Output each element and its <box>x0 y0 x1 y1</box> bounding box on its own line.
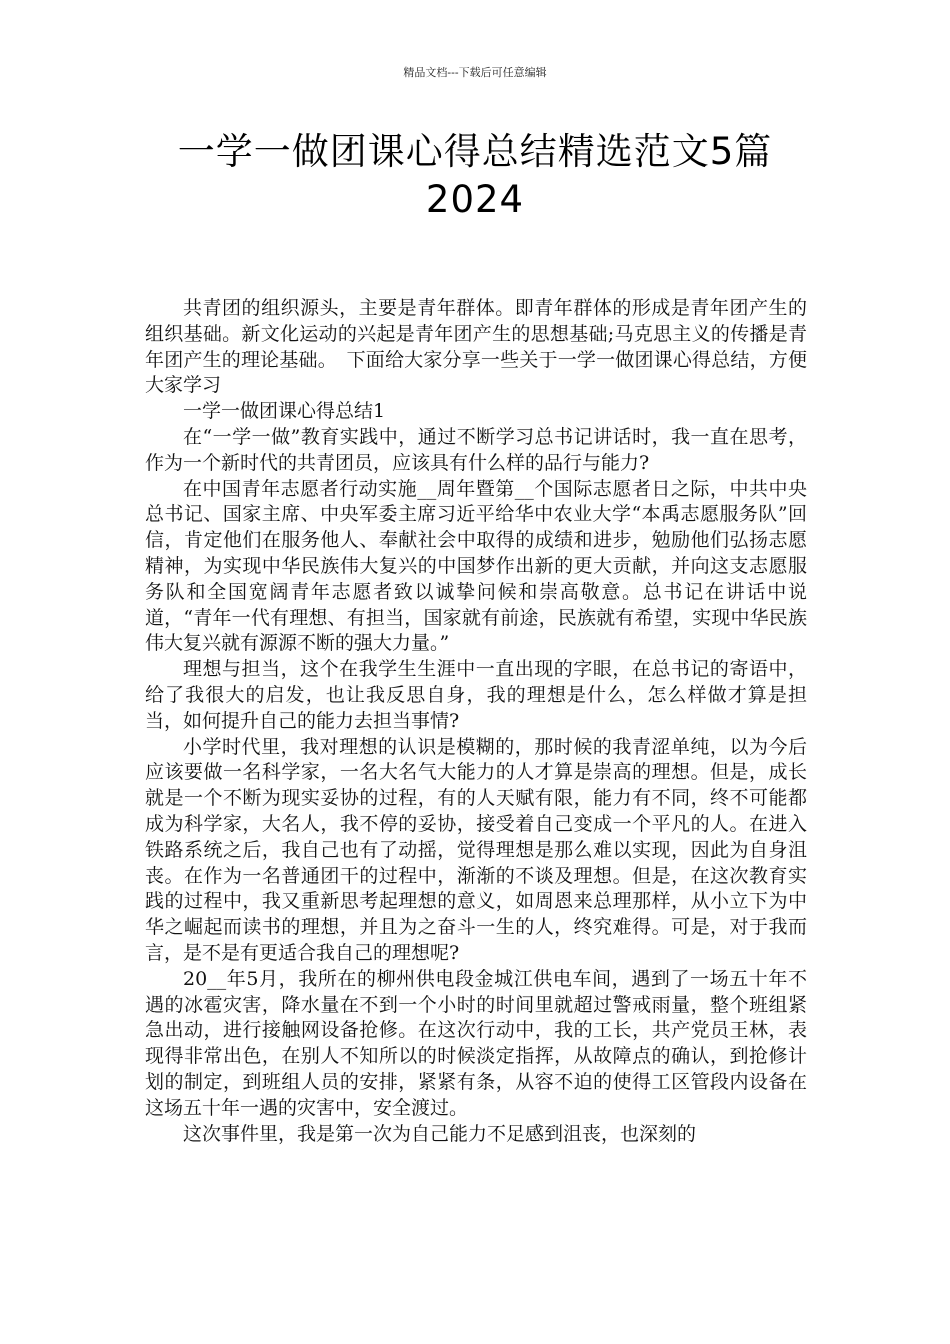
body-paragraph: 20__年5月，我所在的柳州供电段金城江供电车间，遇到了一场五十年不遇的冰雹灾害，降水量在不到一个小时的时间里就超过警戒雨量，整个班组紧急出动，进行接触网设备抢修。在这次行动中，我的工长，共产党员王林，表现得非常出色，在别人不知所以的时候淡定指挥，从故障点的确认，到抢修计划的制定，到班组人员的安排，紧紧有条，从容不迫的使得工区管段内设备在这场五十年一遇的灾害中，安全渡过。 <box>145 967 807 1119</box>
body-paragraph: 理想与担当，这个在我学生生涯中一直出现的字眼，在总书记的寄语中，给了我很大的启发，也让我反思自身，我的理想是什么，怎么样做才算是担当，如何提升自己的能力去担当事情? <box>145 658 807 732</box>
section-heading: 一学一做团课心得总结1 <box>183 400 386 423</box>
body-paragraph: 在中国青年志愿者行动实施__周年暨第__个国际志愿者日之际，中共中央总书记、国家主席、中央军委主席习近平给华中农业大学“本禹志愿服务队”回信，肯定他们在服务他人、奉献社会中取得的成绩和进步，勉励他们弘扬志愿精神，为实现中华民族伟大复兴的中国梦作出新的更大贡献，并向这支志愿服务队和全国宽阔青年志愿者致以诚挚问候和崇高敬意。总书记在讲话中说道，“青年一代有理想、有担当，国家就有前途，民族就有希望，实现中华民族伟大复兴就有源源不断的强大力量。” <box>145 477 807 655</box>
body-paragraph: 在“一学一做”教育实践中，通过不断学习总书记讲话时，我一直在思考，作为一个新时代的共青团员，应该具有什么样的品行与能力? <box>145 425 807 474</box>
body-paragraph: 这次事件里，我是第一次为自己能力不足感到沮丧，也深刻的 <box>183 1122 697 1145</box>
body-paragraph: 小学时代里，我对理想的认识是模糊的，那时候的我青涩单纯，以为今后应该要做一名科学家，一名大名气大能力的人才算是崇高的理想。但是，成长就是一个不断为现实妥协的过程，有的人天赋有限，能力有不同，终不可能都成为科学家，大名人，我不停的妥协，接受着自己变成一个平凡的人。在进入铁路系统之后，我自己也有了动摇，觉得理想是那么难以实现，因此为自身沮丧。在作为一名普通团干的过程中，渐渐的不谈及理想。但是，在这次教育实践的过程中，我又重新思考起理想的意义，如周恩来总理那样，从小立下为中华之崛起而读书的理想，并且为之奋斗一生的人，终究难得。可是，对于我而言，是不是有更适合我自己的理想呢? <box>145 735 807 964</box>
intro-paragraph: 共青团的组织源头，主要是青年群体。即青年群体的形成是青年团产生的组织基础。新文化运动的兴起是青年团产生的思想基础;马克思主义的传播是青年团产生的理论基础。 下面给大家分享一些关于一学一做团课心得总结，方便大家学习 <box>145 297 807 397</box>
page-header: 精品文档---下载后可任意编辑 <box>403 66 547 79</box>
title-line-2: 2024 <box>425 178 525 221</box>
title-line-1: 一学一做团课心得总结精选范文5篇 <box>177 130 773 173</box>
document-body <box>145 296 807 1147</box>
document-title <box>100 128 850 224</box>
